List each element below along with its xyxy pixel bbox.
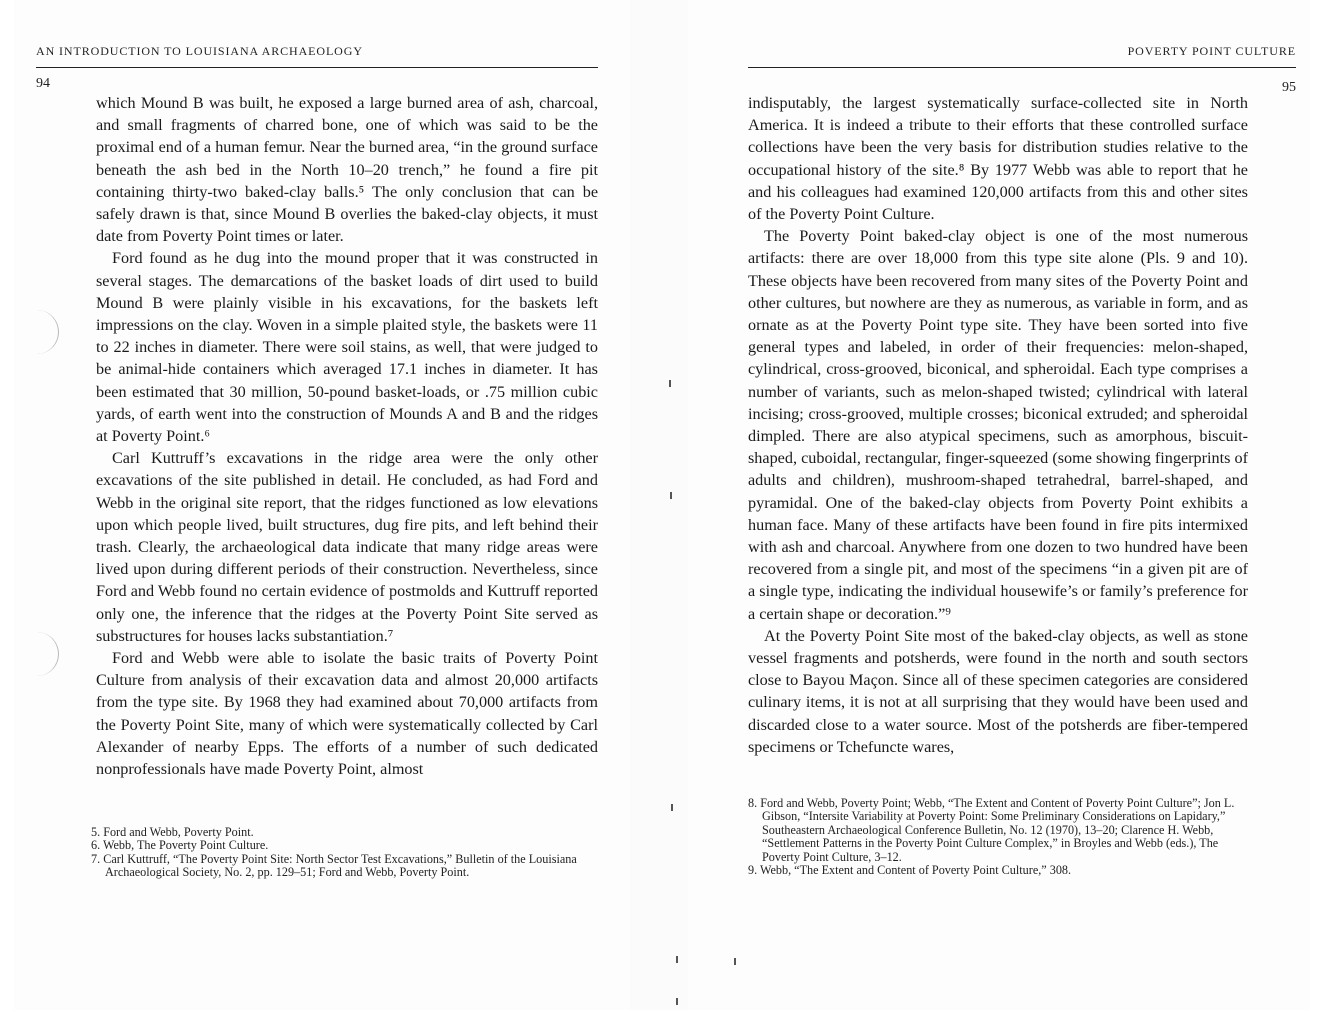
scan-speck bbox=[671, 804, 673, 811]
right-header-rule bbox=[748, 67, 1296, 68]
scan-speck bbox=[734, 958, 736, 965]
footnote-8: 8. Ford and Webb, Poverty Point; Webb, “The Extent and Content of Poverty Point Culture”; Jon L. Gibson, “Intersite Variability at Poverty Point: Some Preliminary Considerations on Lapidary,” Southeastern Archaeological Conference Bulletin, No. 12 (1970), 13–20; Clarence H. Webb, “Settlement Patterns in the Poverty Point Culture Complex,” in Broyles and Webb (eds.), The Poverty Point Culture, 3–12. bbox=[748, 796, 1235, 864]
right-paragraph-1: indisputably, the largest systematically surface-collected site in North America. It is indeed a tribute to their efforts that these controlled surface collections have been the very basis for distribution studies relative to the occupational history of the site.⁸ By 1977 Webb was able to report that he and his colleagues had examined 120,000 artifacts from this and other sites of the Poverty Point Culture. bbox=[748, 94, 1248, 224]
scan-speck bbox=[669, 380, 671, 387]
left-body-text bbox=[96, 92, 598, 780]
right-footnotes bbox=[748, 797, 1250, 877]
scan-speck bbox=[676, 956, 678, 963]
book-gutter bbox=[630, 0, 688, 1010]
right-paragraph-3: At the Poverty Point Site most of the baked-clay objects, as well as stone vessel fragments and potsherds, were found in the north and south sectors close to Bayou Maçon. Since all of these specimen categories are considered culinary items, it is not at all surprising that they would have been used and discarded close to a water source. Most of the potsherds are fiber-tempered specimens or Tchefuncte wares, bbox=[748, 626, 1248, 756]
left-paragraph-2: Ford found as he dug into the mound proper that it was constructed in several stages. The demarcations of the basket loads of dirt used to build Mound B were plainly visible in his excavations, for the baskets left impressions on the clay. Woven in a simple plaited style, the baskets were 11 to 22 inches in diameter. There were soil stains, as well, that were judged to be animal-hide containers which averaged 17.1 inches in diameter. It has been estimated that 30 million, 50-pound basket-loads, or .75 million cubic yards, of earth went into the construction of Mounds A and B and the ridges at Poverty Point.⁶ bbox=[96, 249, 598, 446]
right-page-number: 95 bbox=[1282, 80, 1296, 95]
left-paragraph-4: Ford and Webb were able to isolate the basic traits of Poverty Point Culture from analysis of their excavation data and almost 20,000 artifacts from the type site. By 1968 they had examined about 70,000 artifacts from the Poverty Point Site, many of which were systematically collected by Carl Alexander of nearby Epps. The efforts of a number of such dedicated nonprofessionals have made Poverty Point, almost bbox=[96, 649, 598, 779]
left-paragraph-1: which Mound B was built, he exposed a large burned area of ash, charcoal, and small fragments of charred bone, one of which was said to be the proximal end of a human femur. Near the burned area, “in the ground surface beneath the ash bed in the North 10–20 trench,” he found a fire pit containing thirty-two baked-clay balls.⁵ The only conclusion that can be safely drawn is that, since Mound B overlies the baked-clay objects, it must date from Poverty Point times or later. bbox=[96, 94, 598, 246]
punch-hole-mark bbox=[36, 310, 59, 354]
footnote-5: 5. Ford and Webb, Poverty Point. bbox=[91, 825, 254, 839]
footnote-6: 6. Webb, The Poverty Point Culture. bbox=[91, 838, 269, 853]
right-running-head: POVERTY POINT CULTURE bbox=[1127, 44, 1296, 58]
left-page bbox=[14, 0, 630, 1010]
right-page bbox=[688, 0, 1310, 1010]
left-paragraph-3: Carl Kuttruff’s excavations in the ridge area were the only other excavations of the site published in detail. He concluded, as had Ford and Webb in the original site report, that the ridges functioned as low elevations upon which people lived, built structures, dug fire pits, and left behind their trash. Clearly, the archaeological data indicate that many ridge areas were lived upon during different periods of their construction. Nevertheless, since Ford and Webb found no certain evidence of postmolds and Kuttruff reported only one, the inference that the ridges at the Poverty Point Site served as substructures for houses lacks substantiation.⁷ bbox=[96, 449, 598, 645]
punch-hole-mark bbox=[36, 632, 59, 676]
left-running-head: AN INTRODUCTION TO LOUISIANA ARCHAEOLOGY bbox=[36, 44, 363, 58]
right-body-text bbox=[748, 92, 1248, 758]
scan-speck bbox=[676, 998, 678, 1005]
footnote-9: 9. Webb, “The Extent and Content of Poverty Point Culture,” 308. bbox=[748, 863, 1072, 878]
footnote-7: 7. Carl Kuttruff, “The Poverty Point Site: North Sector Test Excavations,” Bulletin of the Louisiana Archaeological Society, No. 2, pp. 129–51; Ford and Webb, Poverty Point. bbox=[91, 851, 577, 880]
left-page-number: 94 bbox=[36, 76, 50, 91]
scan-speck bbox=[670, 492, 672, 499]
right-paragraph-2: The Poverty Point baked-clay object is one of the most numerous artifacts: there are over 18,000 from this type site alone (Pls. 9 and 10). These objects have been recovered from many sites of the Poverty Point and other cultures, but nowhere are they as numerous, as variable in form, and as ornate as at the Poverty Point type site. They have been sorted into five general types and labeled, in order of their frequencies: melon-shaped, cylindrical, cross-grooved, biconical, and spheroidal. Each type comprises a number of variants, such as melon-shaped twisted; cylindrical with lateral incising; cross-grooved, multiple crosses; biconical extruded; and spheroidal dimpled. There are also atypical specimens, such as amorphous, biscuit-shaped, cuboidal, rectangular, finger-squeezed (some showing fingerprints of adults and children), mushroom-shaped tetrahedral, barrel-shaped, and pyramidal. One of the baked-clay objects from Poverty Point exhibits a human face. Many of these artifacts have been found in fire pits intermixed with ash and charcoal. Anywhere from one dozen to two hundred have been recovered from a single pit, and most of the specimens “in a given pit are of a single type, indicating the individual housewife’s or family’s preference for a certain shape or decoration.”⁹ bbox=[748, 227, 1248, 623]
left-footnotes bbox=[91, 826, 599, 880]
left-header-rule bbox=[36, 67, 598, 68]
